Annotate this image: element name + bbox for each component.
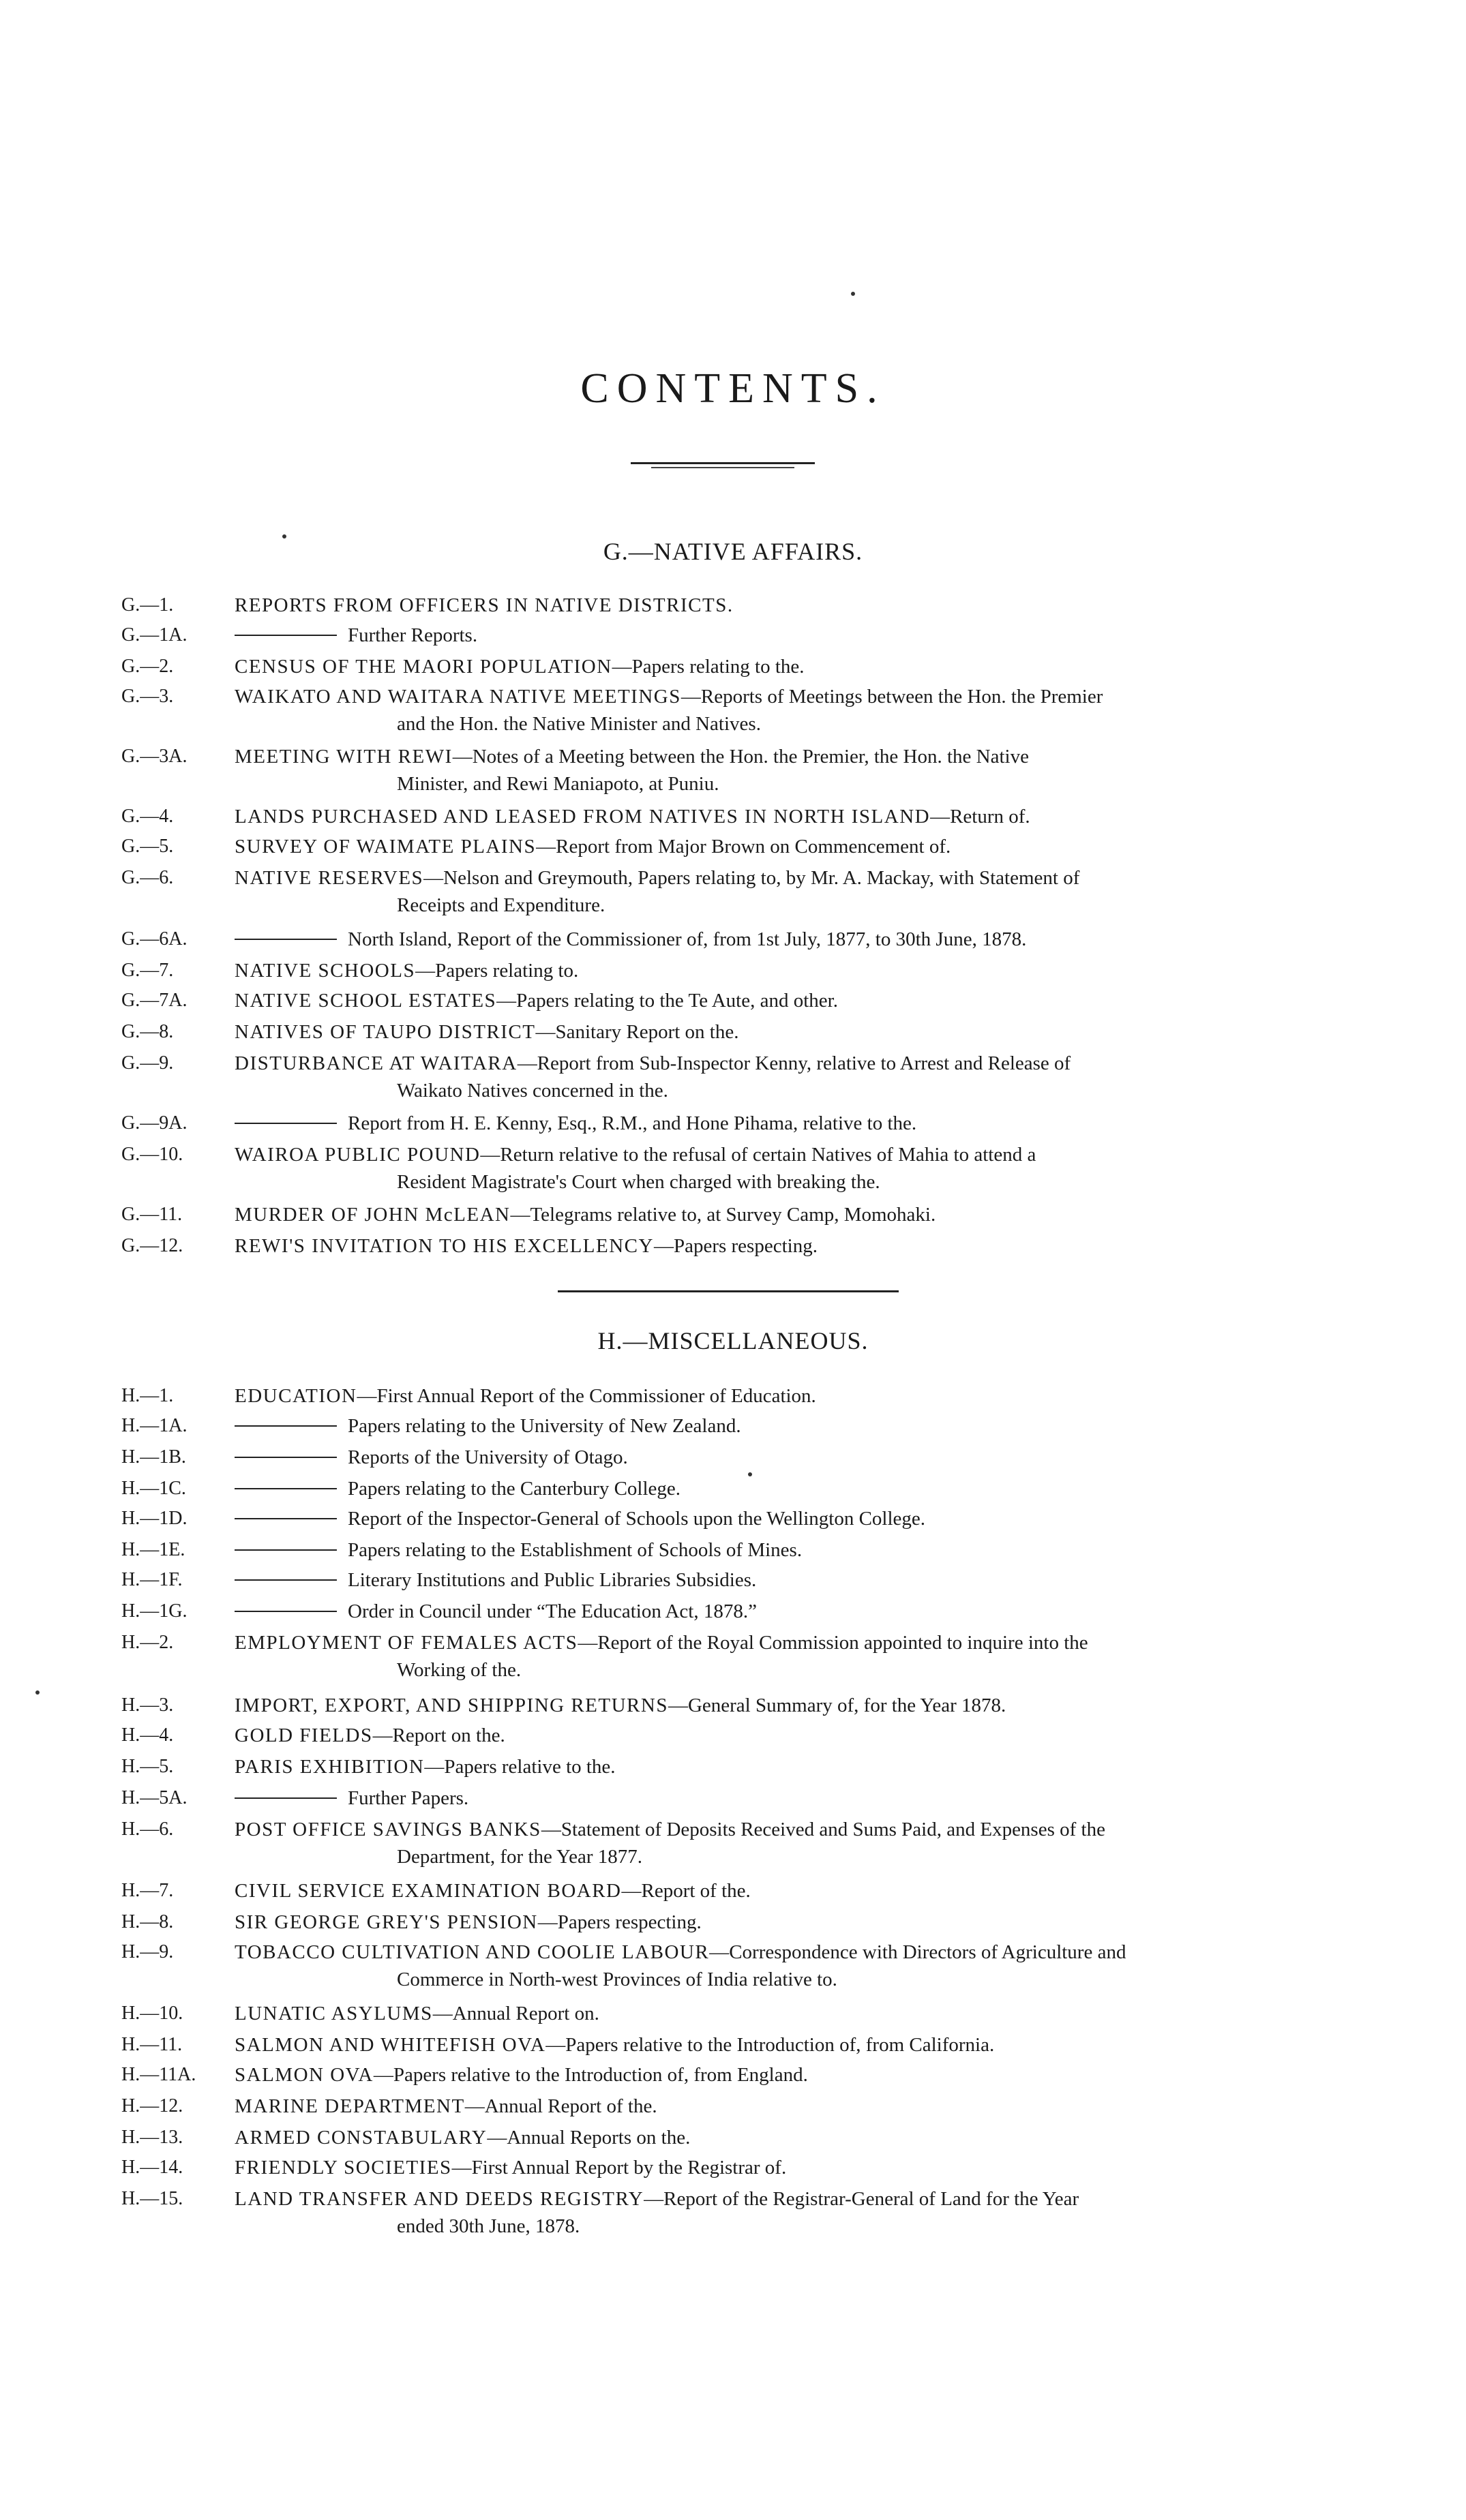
entry-subject: MEETING WITH REWI [235,746,453,768]
entry-description: Reports of the University of Otago. [348,1446,628,1468]
entry-subject: SIR GEORGE GREY'S PENSION [235,1911,538,1933]
entry-code: H.—7. [121,1880,174,1901]
entry-description: Literary Institutions and Public Libraries Subsidies. [348,1569,757,1591]
entry-subject: PARIS EXHIBITION [235,1756,425,1778]
entry-continuation: Waikato Natives concerned in the. [397,1080,668,1102]
entry-continuation: Resident Magistrate's Court when charged with breaking the. [397,1171,880,1193]
entry-description: Papers relating to the Canterbury College. [348,1478,681,1500]
entry-body [235,957,1330,984]
entry-description: —Annual Report on. [432,2003,599,2024]
entry-code: G.—2. [121,656,174,677]
entry-subject: GOLD FIELDS [235,1725,373,1746]
entry-description: Order in Council under “The Education Act, 1878.” [348,1600,757,1622]
entry-body [235,1753,1330,1780]
entry-code: H.—4. [121,1725,174,1746]
entry-code: G.—9A. [121,1112,188,1134]
entry-body [235,864,1330,919]
entry-subject: MURDER OF JOHN McLEAN [235,1204,511,1226]
entry-subject: LANDS PURCHASED AND LEASED FROM NATIVES IN NORTH ISLAND [235,806,931,828]
entry-body [235,1816,1330,1870]
entry-description: —Papers relative to the Introduction of, from California. [545,2034,995,2056]
entry-description: —First Annual Report by the Registrar of. [451,2157,787,2179]
entry-body [235,803,1330,830]
entry-continuation: Receipts and Expenditure. [397,894,605,916]
entry-body [235,743,1330,798]
entry-body [235,2031,1330,2059]
entry-description: —First Annual Report of the Commissioner of Education. [357,1385,816,1407]
entry-body [235,1018,1330,1046]
entry-code: H.—14. [121,2157,183,2178]
entry-description: —Nelson and Greymouth, Papers relating to, by Mr. A. Mackay, with Statement of [423,867,1080,889]
print-speck [282,534,286,538]
entry-subject: EMPLOYMENT OF FEMALES ACTS [235,1632,578,1654]
entry-description: Report of the Inspector-General of Schools upon the Wellington College. [348,1508,926,1530]
entry-description: —Statement of Deposits Received and Sums Paid, and Expenses of the [541,1819,1105,1840]
entry-code: G.—3. [121,686,174,707]
section-heading-native-affairs: G.—NATIVE AFFAIRS. [603,538,863,565]
entry-body [235,833,1330,860]
entry-subject: NATIVE SCHOOL ESTATES [235,990,497,1012]
entry-subject: NATIVE RESERVES [235,867,424,889]
entry-code: H.—2. [121,1632,174,1653]
entry-code: H.—1C. [121,1478,186,1499]
entry-description: —Papers relative to the. [424,1756,616,1778]
entry-code: G.—4. [121,806,174,827]
entry-body [235,1412,1330,1440]
entry-code: G.—7A. [121,990,188,1011]
entry-continuation: Commerce in North-west Provinces of India relative to. [397,1969,837,1990]
entry-code: G.—1. [121,594,174,616]
entry-body [235,2124,1330,2151]
entry-subject: CENSUS OF THE MAORI POPULATION [235,656,612,678]
title-ornament [631,462,815,470]
entry-description: —Papers relating to the Te Aute, and other. [496,990,838,1012]
entry-body [235,1877,1330,1904]
ornament-line-top [631,462,815,464]
entry-code: G.—6A. [121,928,188,950]
entry-code: G.—7. [121,960,174,981]
entry-subject: CIVIL SERVICE EXAMINATION BOARD [235,1880,622,1902]
entry-description: —Report of the. [621,1880,751,1902]
section-heading-miscellaneous: H.—MISCELLANEOUS. [597,1327,869,1354]
entry-code: H.—12. [121,2095,183,2116]
entry-description: —Papers respecting. [537,1911,702,1933]
entry-subject: FRIENDLY SOCIETIES [235,2157,452,2179]
entry-body [235,1110,1330,1137]
entry-subject: LAND TRANSFER AND DEEDS REGISTRY [235,2188,644,2210]
entry-description: —Papers respecting. [653,1235,818,1257]
entry-subject: SALMON AND WHITEFISH OVA [235,2034,546,2056]
entry-code: G.—8. [121,1021,174,1042]
entry-body [235,926,1330,953]
entry-description: —Return of. [930,806,1030,828]
entry-body [235,1505,1330,1532]
entry-subject: WAIROA PUBLIC POUND [235,1144,481,1166]
entry-body [235,1382,1330,1410]
entry-description: —Correspondence with Directors of Agriculture and [709,1941,1126,1963]
entry-subject: SURVEY OF WAIMATE PLAINS [235,836,537,857]
entry-code: H.—11. [121,2034,183,2055]
entry-body [235,653,1330,680]
entry-body [235,1909,1330,1936]
entry-description: —General Summary of, for the Year 1878. [668,1695,1006,1716]
entry-body [235,2093,1330,2120]
entry-code: G.—3A. [121,746,188,767]
entry-code: H.—9. [121,1941,174,1962]
entry-description: —Sanitary Report on the. [535,1021,739,1043]
ditto-dash [235,1549,337,1551]
entry-subject: ARMED CONSTABULARY [235,2127,488,2149]
entry-body [235,1566,1330,1594]
entry-code: G.—1A. [121,624,188,646]
entry-code: H.—1F. [121,1569,183,1590]
entry-subject: TOBACCO CULTIVATION AND COOLIE LABOUR [235,1941,710,1963]
entry-code: H.—3. [121,1695,174,1716]
ditto-dash [235,939,337,940]
entry-body [235,2000,1330,2027]
entry-description: —Report of the Registrar-General of Land for the Year [644,2188,1079,2210]
entry-description: —Annual Reports on the. [487,2127,691,2149]
entry-body [235,1722,1330,1749]
entry-body [235,1475,1330,1502]
entry-body [235,1536,1330,1564]
entry-subject: NATIVES OF TAUPO DISTRICT [235,1021,536,1043]
ditto-dash [235,1797,337,1799]
entry-description: —Report of the Royal Commission appointed to inquire into the [578,1632,1088,1654]
entry-subject: DISTURBANCE AT WAITARA [235,1052,518,1074]
entry-code: H.—1B. [121,1446,186,1468]
entry-subject: EDUCATION [235,1385,357,1407]
entry-code: H.—13. [121,2127,183,2148]
entry-subject: REPORTS FROM OFFICERS IN NATIVE DISTRICTS. [235,594,734,616]
entry-body [235,2185,1330,2240]
entry-description: Papers relating to the University of New Zealand. [348,1415,741,1437]
entry-body [235,1785,1330,1812]
entry-body [235,1629,1330,1684]
entry-code: H.—10. [121,2003,183,2024]
entry-body [235,1692,1330,1719]
entry-body [235,987,1330,1014]
entry-code: G.—12. [121,1235,183,1256]
entry-description: —Report from Major Brown on Commencement of. [536,836,951,857]
entry-body [235,592,1330,619]
entry-description: —Papers relating to. [415,960,579,982]
entry-description: —Report on the. [372,1725,505,1746]
entry-code: G.—11. [121,1204,183,1225]
entry-subject: WAIKATO AND WAITARA NATIVE MEETINGS [235,686,681,708]
entry-description: Further Papers. [348,1787,469,1809]
entry-code: H.—1D. [121,1508,188,1529]
entry-code: G.—6. [121,867,174,888]
entry-body [235,1232,1330,1260]
entry-code: H.—1E. [121,1539,185,1560]
entry-description: —Notes of a Meeting between the Hon. the Premier, the Hon. the Native [452,746,1029,768]
entry-code: H.—1A. [121,1415,188,1436]
entry-subject: SALMON OVA [235,2064,374,2086]
entry-code: H.—1G. [121,1600,188,1622]
entry-body [235,1598,1330,1625]
entry-description: —Return relative to the refusal of certain Natives of Mahia to attend a [480,1144,1036,1166]
entry-body [235,683,1330,738]
entry-body [235,1141,1330,1196]
entry-body [235,2154,1330,2181]
ditto-dash [235,1579,337,1581]
entry-subject: NATIVE SCHOOLS [235,960,416,982]
entry-code: H.—8. [121,1911,174,1932]
ditto-dash [235,1123,337,1124]
entry-body [235,1050,1330,1104]
entry-description: North Island, Report of the Commissioner of, from 1st July, 1877, to 30th June, 1878. [348,928,1027,950]
entry-description: —Papers relative to the Introduction of, from England. [373,2064,808,2086]
entry-body [235,1201,1330,1228]
entry-continuation: ended 30th June, 1878. [397,2215,580,2237]
entry-continuation: Minister, and Rewi Maniapoto, at Puniu. [397,773,719,795]
ditto-dash [235,1611,337,1612]
entry-code: H.—6. [121,1819,174,1840]
entry-body [235,2061,1330,2089]
print-speck [851,292,855,296]
entry-subject: MARINE DEPARTMENT [235,2095,465,2117]
entry-description: —Reports of Meetings between the Hon. the Premier [680,686,1103,708]
ditto-dash [235,1488,337,1489]
entry-code: G.—9. [121,1052,174,1074]
print-speck [748,1472,752,1476]
print-speck [35,1690,40,1695]
entry-description: —Papers relating to the. [612,656,805,678]
ornament-line-bottom [651,467,794,468]
entry-code: G.—10. [121,1144,183,1165]
entry-code: H.—15. [121,2188,183,2209]
entry-description: Further Reports. [348,624,478,646]
entry-subject: POST OFFICE SAVINGS BANKS [235,1819,541,1840]
entry-description: Report from H. E. Kenny, Esq., R.M., and Hone Pihama, relative to the. [348,1112,917,1134]
entry-body [235,1939,1330,1993]
section-divider [558,1290,899,1292]
page-title: CONTENTS. [580,365,886,412]
entry-code: H.—1. [121,1385,174,1406]
entry-subject: IMPORT, EXPORT, AND SHIPPING RETURNS [235,1695,668,1716]
entry-body [235,1444,1330,1471]
entry-code: H.—5A. [121,1787,188,1808]
ditto-dash [235,635,337,636]
entry-subject: LUNATIC ASYLUMS [235,2003,433,2024]
entry-code: H.—11A. [121,2064,196,2085]
entry-description: —Telegrams relative to, at Survey Camp, Momohaki. [510,1204,936,1226]
entry-code: G.—5. [121,836,174,857]
entry-description: —Annual Report of the. [464,2095,657,2117]
entry-continuation: and the Hon. the Native Minister and Natives. [397,713,761,735]
entry-body [235,622,1330,649]
ditto-dash [235,1425,337,1427]
entry-description: Papers relating to the Establishment of Schools of Mines. [348,1539,803,1561]
entry-continuation: Department, for the Year 1877. [397,1846,642,1868]
ditto-dash [235,1518,337,1519]
entry-continuation: Working of the. [397,1659,522,1681]
entry-code: H.—5. [121,1756,174,1777]
entry-subject: REWI'S INVITATION TO HIS EXCELLENCY [235,1235,654,1257]
entry-description: —Report from Sub-Inspector Kenny, relative to Arrest and Release of [517,1052,1071,1074]
ditto-dash [235,1457,337,1458]
